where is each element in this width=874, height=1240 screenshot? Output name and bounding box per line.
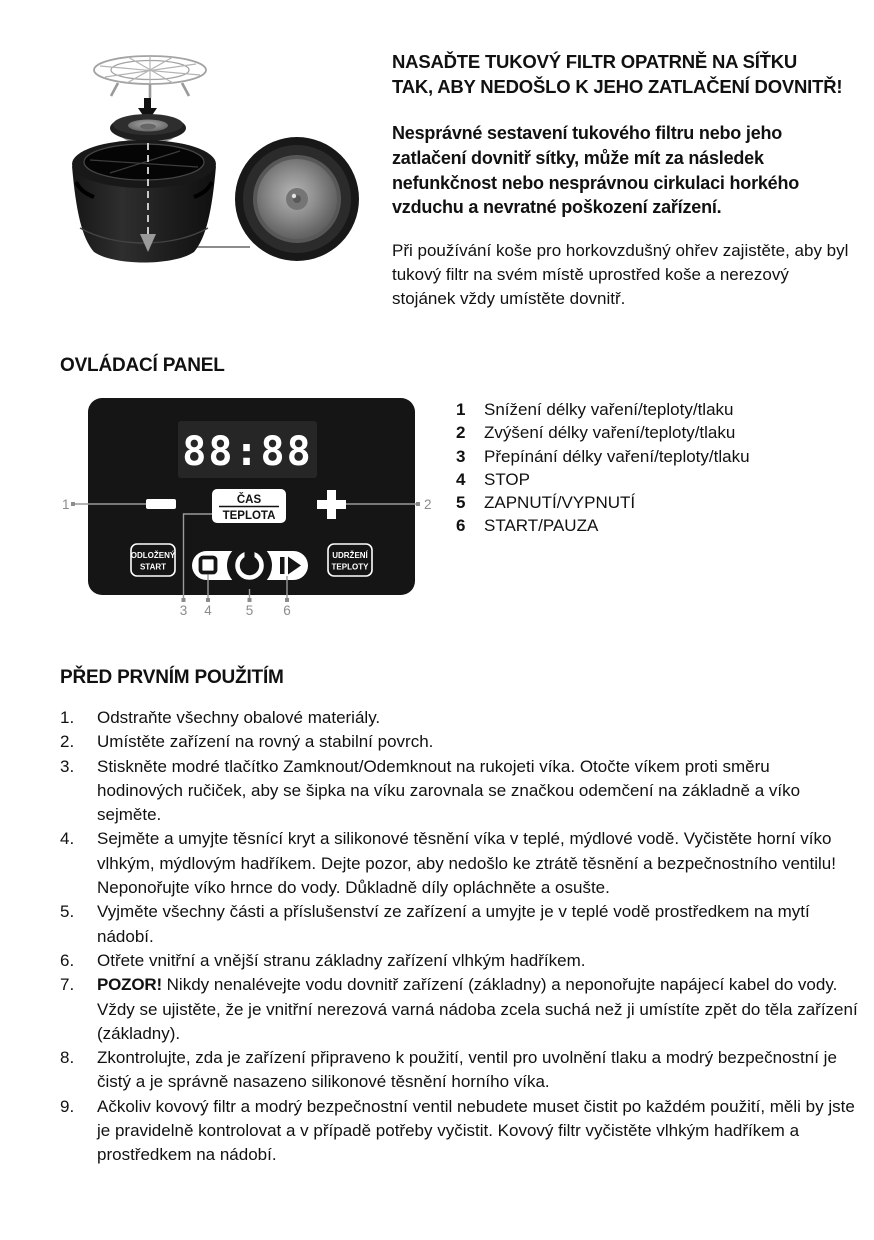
step-number: 4. xyxy=(60,829,75,849)
list-item xyxy=(60,730,860,754)
step-text: Zkontrolujte, zda je zařízení připraveno k použití, ventil pro uvolnění tlaku a modrý bezpečnostní je čistý a je správně nasazeno silikonové těsnění horního víka. xyxy=(97,1048,837,1092)
decrease-button-icon xyxy=(146,499,176,509)
list-item xyxy=(60,1046,860,1095)
list-item xyxy=(60,973,860,1046)
intro-warning-paragraph: Nesprávné sestavení tukového filtru nebo jeho zatlačení dovnitř sítky, může mít za následek nefunkčnost nebo nesprávnou cirkulaci horkého vzduchu a nevratné poškození zařízení. xyxy=(392,122,800,218)
callout-4-label: 4 xyxy=(204,603,212,618)
delayed-start-label-top: ODLOŽENÝ xyxy=(130,551,176,560)
list-item xyxy=(60,900,860,949)
wire-rack-icon xyxy=(94,56,206,98)
callout-1-label: 1 xyxy=(62,497,70,512)
step-number: 9. xyxy=(60,1096,75,1116)
fat-filter-icon xyxy=(110,114,186,144)
list-item xyxy=(60,755,860,828)
keep-warm-label-bottom: TEPLOTY xyxy=(331,562,369,572)
step-text: Odstraňte všechny obalové materiály. xyxy=(97,708,381,727)
step-number: 6. xyxy=(60,950,75,970)
basket-icon xyxy=(72,140,216,263)
step-text xyxy=(97,973,860,1046)
legend-row xyxy=(456,421,860,444)
delayed-start-label-bottom: START xyxy=(139,562,167,572)
intro-note-paragraph: Při používání koše pro horkovzdušný ohřev zajistěte, aby byl tukový filtr na svém místě uprostřed koše a nerezový stojánek vždy umístěte dovnitř. xyxy=(392,241,849,308)
legend-label: Snížení délky vaření/teploty/tlaku xyxy=(484,400,734,419)
legend-label: STOP xyxy=(484,469,530,489)
intro-heading xyxy=(392,50,860,100)
legend-row xyxy=(456,468,860,491)
legend-row xyxy=(456,398,860,421)
basket-top-view-icon xyxy=(235,137,359,261)
legend-number: 4 xyxy=(456,469,466,489)
control-panel-illustration-wrap xyxy=(60,393,456,633)
step-number: 5. xyxy=(60,902,75,922)
step-text: Otřete vnitřní a vnější stranu základny zařízení vlhkým hadříkem. xyxy=(97,950,586,970)
legend-label: ZAPNUTÍ/VYPNUTÍ xyxy=(484,493,636,513)
legend-number: 6 xyxy=(456,516,466,536)
keep-warm-label-top: UDRŽENÍ xyxy=(332,551,368,560)
legend-row xyxy=(456,445,860,468)
callout-5-label: 5 xyxy=(245,603,254,618)
callout-2-label: 2 xyxy=(424,497,432,512)
assembly-diagram xyxy=(60,42,390,332)
control-panel-diagram xyxy=(60,393,445,628)
step-number: 2. xyxy=(60,732,75,752)
legend-number: 3 xyxy=(456,446,466,466)
warning-word: POZOR! xyxy=(97,975,162,995)
list-item xyxy=(60,949,860,973)
step-number: 3. xyxy=(60,756,75,776)
step-text: Ačkoliv kovový filtr a modrý bezpečnostní ventil nebudete muset čistit po každém použití, měli by jste je pravidelně kontrolovat a v případě potřeby vyčistit. Kovový filtr vyčistěte vlhkým hadříkem a prostředkem na nádobí. xyxy=(97,1096,855,1165)
time-temp-label-top: ČAS xyxy=(236,494,262,506)
step-text: Sejměte a umyjte těsnící kryt a silikonové těsnění víka v teplé, mýdlové vodě. Vyčistěte horní víko vlhkým, mýdlovým hadříkem. Dejte pozor, aby nedošlo ke ztrátě těsnění a bezpečnostního ventilu! Neponořujte víko hrnce do vody. Důkladně díly opláchněte a osušte. xyxy=(97,829,836,898)
legend-number: 1 xyxy=(456,400,466,419)
panel-display-digits: 88:88 xyxy=(182,429,313,475)
list-item xyxy=(60,827,860,900)
before-first-use-heading: PŘED PRVNÍM POUŽITÍM xyxy=(60,667,284,688)
step-number: 7. xyxy=(60,975,75,995)
control-panel-row xyxy=(60,393,860,633)
step-text: Umístěte zařízení na rovný a stabilní povrch. xyxy=(97,732,434,752)
intro-heading-line2: TAK, ABY NEDOŠLO K JEHO ZATLAČENÍ DOVNITŘ! xyxy=(392,75,843,97)
list-item xyxy=(60,706,860,730)
step-number: 1. xyxy=(60,708,75,727)
legend-label: Zvýšení délky vaření/teploty/tlaku xyxy=(484,423,736,443)
stop-button-icon xyxy=(201,558,216,573)
top-section xyxy=(60,42,860,337)
control-panel-heading: OVLÁDACÍ PANEL xyxy=(60,355,225,376)
step-text: Stiskněte modré tlačítko Zamknout/Odemknout na rukojeti víka. Otočte víkem proti směru hodinových ručiček, aby se šipka na víku zarovnala se značkou odemčení na základně a víko sejměte. xyxy=(97,756,801,825)
legend-row xyxy=(456,514,860,537)
legend-number: 2 xyxy=(456,423,466,443)
assembly-illustration-wrap xyxy=(60,42,392,337)
step-number: 8. xyxy=(60,1048,75,1068)
intro-text-column xyxy=(392,42,860,337)
legend-number: 5 xyxy=(456,493,466,513)
callout-3-label: 3 xyxy=(179,603,188,618)
time-temp-button xyxy=(212,489,286,523)
before-first-use-list xyxy=(60,706,860,1168)
intro-heading-line1: NASAĎTE TUKOVÝ FILTR OPATRNĚ NA SÍŤKU xyxy=(392,51,798,72)
legend-label: Přepínání délky vaření/teploty/tlaku xyxy=(484,446,750,466)
step-text: Vyjměte všechny části a příslušenství ze zařízení a umyjte je v teplé vodě prostředkem na mytí nádobí. xyxy=(97,902,810,946)
step-text-body: Nikdy nenalévejte vodu dovnitř zařízení (základny) a neponořujte napájecí kabel do vody. Vždy se ujistěte, že je vnitřní nerezová varná nádoba zcela suchá než ji umístíte zpět do těla zařízení (základny). xyxy=(97,975,858,1043)
control-panel-legend xyxy=(456,393,860,633)
legend-row xyxy=(456,491,860,514)
list-item xyxy=(60,1095,860,1168)
power-button-icon xyxy=(227,543,272,588)
callout-6-label: 6 xyxy=(283,603,291,618)
legend-label: START/PAUZA xyxy=(484,516,599,536)
time-temp-label-bottom: TEPLOTA xyxy=(222,510,276,522)
